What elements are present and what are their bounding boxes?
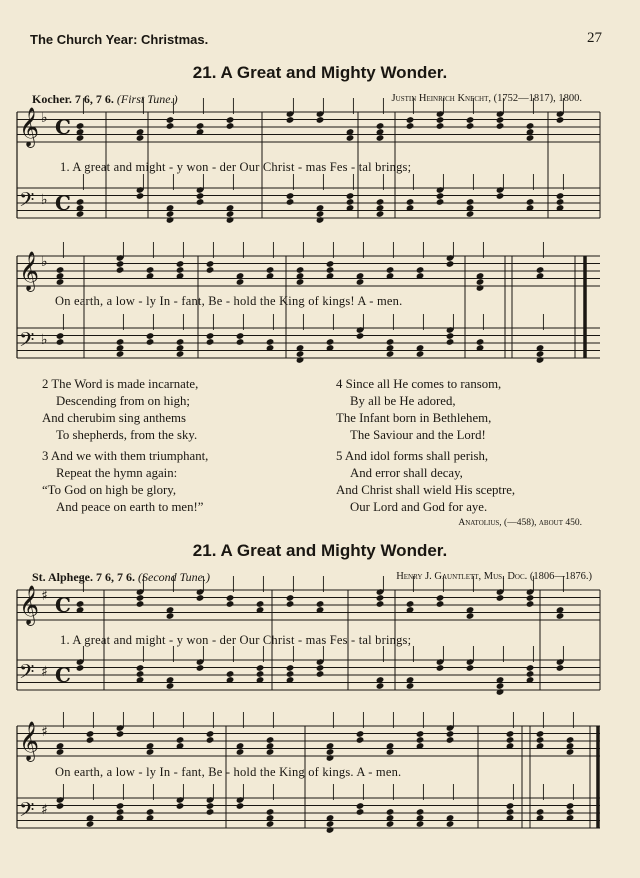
notehead — [266, 748, 275, 756]
page-number: 27 — [587, 30, 602, 46]
hymn2-lyric-line1: 1. A great and might - y won - der Our Christ - mas Fes - tal brings; — [60, 633, 412, 647]
notehead — [416, 808, 425, 816]
hymn2-composer: Henry J. Gauntlett, Mus. Doc. (1806—1876.) — [396, 571, 592, 582]
common-time-icon: C — [55, 663, 71, 687]
sharp-icon: ♯ — [41, 664, 48, 680]
notehead — [56, 748, 65, 756]
notehead — [236, 802, 245, 810]
notehead — [566, 748, 575, 756]
notehead — [266, 820, 275, 828]
verse-line: Repeat the hymn again: — [56, 466, 178, 480]
hymn1-tune-name: Kocher. — [32, 92, 72, 106]
notehead — [266, 736, 275, 744]
notehead — [266, 808, 275, 816]
running-header: The Church Year: Christmas. — [30, 32, 209, 47]
verse-line: Our Lord and God for aye. — [350, 500, 488, 514]
hymn2-title: 21. A Great and Mighty Wonder. — [192, 541, 448, 560]
notehead — [86, 730, 95, 738]
hymn2-tune-note: (Second Tune.) — [138, 570, 210, 584]
notehead — [506, 808, 515, 816]
notehead — [326, 748, 335, 756]
common-time-icon: C — [55, 593, 71, 617]
notehead — [356, 736, 365, 744]
notehead — [416, 736, 425, 744]
verse-line: And cherubim sing anthems — [42, 411, 186, 425]
bass-clef-icon: 𝄢 — [19, 188, 35, 216]
notehead — [356, 808, 365, 816]
notehead — [326, 826, 335, 834]
bass-clef-icon: 𝄢 — [19, 660, 35, 688]
treble-clef-icon: 𝄞 — [19, 251, 40, 291]
notehead — [416, 820, 425, 828]
notehead — [506, 730, 515, 738]
notehead — [86, 820, 95, 828]
sharp-icon: ♯ — [41, 588, 48, 604]
hymn2-tune-name: St. Alphege. — [32, 570, 94, 584]
hymn1-title: 21. A Great and Mighty Wonder. — [192, 63, 448, 82]
verse-line: “To God on high be glory, — [42, 483, 177, 497]
notehead — [386, 748, 395, 756]
notehead — [446, 736, 455, 744]
notehead — [446, 730, 455, 738]
verse-credit: Anatolius, (—458), about 450. — [458, 518, 582, 528]
notehead — [206, 736, 215, 744]
notehead — [386, 820, 395, 828]
notehead — [86, 736, 95, 744]
verse-line: To shepherds, from the sky. — [56, 428, 198, 442]
notehead — [176, 736, 185, 744]
notehead — [206, 730, 215, 738]
flat-icon: ♭ — [41, 254, 48, 270]
notehead — [566, 736, 575, 744]
hymn1-composer: Justin Heinrich Knecht, (1752—1817), 1800. — [391, 93, 582, 104]
common-time-icon: C — [55, 115, 71, 139]
notehead — [56, 802, 65, 810]
notehead — [506, 736, 515, 744]
notehead — [206, 808, 215, 816]
verse-line: By all be He adored, — [350, 394, 456, 408]
notehead — [236, 748, 245, 756]
sharp-icon: ♯ — [41, 724, 48, 740]
notehead — [116, 808, 125, 816]
notehead — [206, 802, 215, 810]
notehead — [146, 748, 155, 756]
notehead — [536, 736, 545, 744]
notehead — [536, 730, 545, 738]
notehead — [356, 730, 365, 738]
flat-icon: ♭ — [41, 332, 48, 348]
notehead — [566, 802, 575, 810]
treble-clef-icon: 𝄞 — [19, 585, 40, 625]
bass-clef-icon: 𝄢 — [19, 328, 35, 356]
flat-icon: ♭ — [41, 110, 48, 126]
verse-line: And Christ shall wield His sceptre, — [336, 483, 516, 497]
hymn2-meter: 7 6, 7 6. — [96, 570, 136, 584]
treble-clef-icon: 𝄞 — [19, 107, 40, 147]
notehead — [386, 808, 395, 816]
verse-line: 3 And we with them triumphant, — [42, 449, 209, 463]
hymn1-tune-note: (First Tune.) — [116, 92, 178, 106]
hymn2-lyric-line2: On earth, a low - ly In - fant, Be - hold the King of kings. A - men. — [55, 765, 402, 779]
notehead — [146, 808, 155, 816]
treble-clef-icon: 𝄞 — [19, 721, 40, 761]
notehead — [506, 802, 515, 810]
notehead — [116, 730, 125, 738]
notehead — [326, 754, 335, 762]
notehead — [566, 808, 575, 816]
hymn1-lyric-line2: On earth, a low - ly In - fant, Be - hold the King of kings! A - men. — [55, 294, 403, 308]
bass-clef-icon: 𝄢 — [19, 798, 35, 826]
notehead — [356, 802, 365, 810]
notehead — [536, 808, 545, 816]
notehead — [416, 730, 425, 738]
sharp-icon: ♯ — [41, 802, 48, 818]
verse-line: 4 Since all He comes to ransom, — [336, 377, 502, 391]
hymn1-meter: 7 6, 7 6. — [74, 92, 114, 106]
verse-line: And peace on earth to men!” — [56, 500, 204, 514]
verse-line: And error shall decay, — [350, 466, 463, 480]
notehead — [176, 802, 185, 810]
notehead — [446, 820, 455, 828]
notehead — [326, 820, 335, 828]
common-time-icon: C — [55, 191, 71, 215]
verse-line: The Saviour and the Lord! — [350, 428, 486, 442]
hymn1-lyric-line1: 1. A great and might - y won - der Our Christ - mas Fes - tal brings; — [60, 160, 412, 174]
verse-line: 5 And idol forms shall perish, — [336, 449, 489, 463]
verse-line: 2 The Word is made incarnate, — [42, 377, 199, 391]
verse-line: Descending from on high; — [56, 394, 190, 408]
flat-icon: ♭ — [41, 192, 48, 208]
notehead — [116, 802, 125, 810]
verse-line: The Infant born in Bethlehem, — [336, 411, 492, 425]
